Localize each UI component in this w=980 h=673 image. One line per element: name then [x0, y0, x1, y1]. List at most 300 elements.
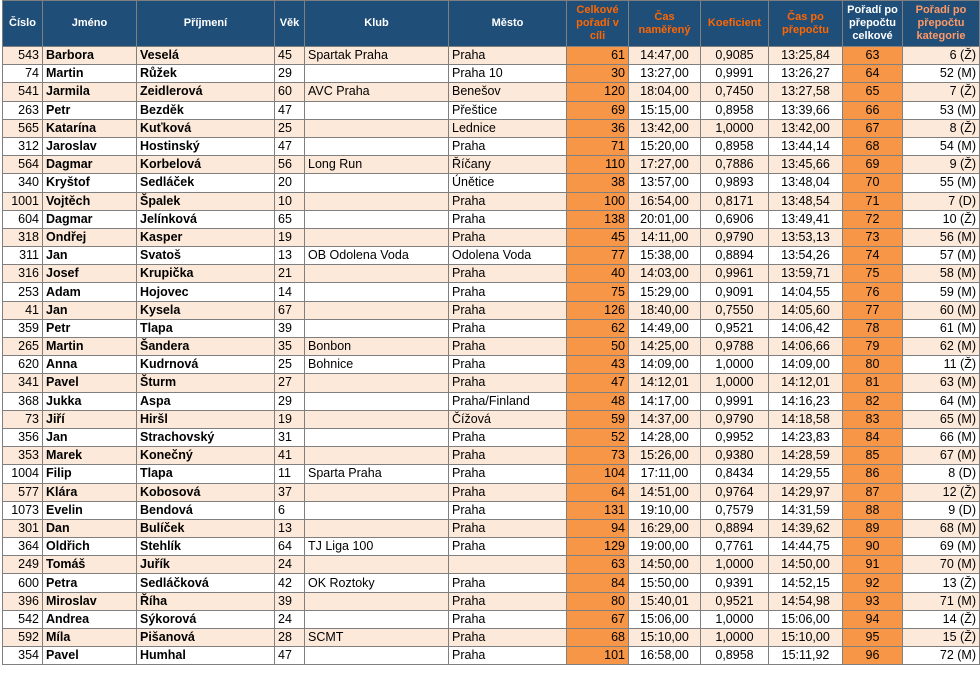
cell-jmeno: Petra — [43, 574, 137, 592]
cell-poradi-kategorie: 9 (Ž) — [903, 156, 980, 174]
cell-cas-po-prepoctu: 13:42,00 — [769, 119, 843, 137]
cell-mesto: Praha — [449, 428, 567, 446]
cell-mesto: Praha — [449, 447, 567, 465]
cell-celkove-poradi: 30 — [567, 65, 629, 83]
cell-prijmeni: Hojovec — [137, 283, 275, 301]
cell-vek: 25 — [275, 119, 305, 137]
cell-vek: 6 — [275, 501, 305, 519]
col-header-cas-po-prepoctu: Čas po přepočtu — [769, 1, 843, 47]
cell-celkove-poradi: 120 — [567, 83, 629, 101]
cell-poradi-kategorie: 72 (M) — [903, 647, 980, 665]
cell-jmeno: Jukka — [43, 392, 137, 410]
col-header-koeficient: Koeficient — [701, 1, 769, 47]
cell-poradi-celkove: 65 — [843, 83, 903, 101]
table-row — [3, 47, 980, 65]
col-header-prijmeni: Příjmení — [137, 1, 275, 47]
cell-vek: 37 — [275, 483, 305, 501]
cell-poradi-celkove: 94 — [843, 610, 903, 628]
cell-vek: 45 — [275, 47, 305, 65]
cell-celkove-poradi: 94 — [567, 519, 629, 537]
cell-celkove-poradi: 52 — [567, 428, 629, 446]
cell-cas-namereny: 18:04,00 — [629, 83, 701, 101]
cell-poradi-kategorie: 58 (M) — [903, 265, 980, 283]
cell-koeficient: 0,7886 — [701, 156, 769, 174]
cell-jmeno: Miroslav — [43, 592, 137, 610]
cell-poradi-celkove: 92 — [843, 574, 903, 592]
cell-cas-namereny: 14:51,00 — [629, 483, 701, 501]
table-row — [3, 137, 980, 155]
table-row — [3, 592, 980, 610]
cell-klub — [305, 556, 449, 574]
cell-koeficient: 0,9521 — [701, 592, 769, 610]
cell-cas-namereny: 15:15,00 — [629, 101, 701, 119]
cell-prijmeni: Šturm — [137, 374, 275, 392]
cell-poradi-kategorie: 52 (M) — [903, 65, 980, 83]
table-row — [3, 574, 980, 592]
cell-klub: Long Run — [305, 156, 449, 174]
cell-cislo: 354 — [3, 647, 43, 665]
cell-cislo: 565 — [3, 119, 43, 137]
cell-prijmeni: Hiršl — [137, 410, 275, 428]
cell-celkove-poradi: 59 — [567, 410, 629, 428]
cell-vek: 29 — [275, 392, 305, 410]
cell-celkove-poradi: 69 — [567, 101, 629, 119]
cell-cas-po-prepoctu: 13:26,27 — [769, 65, 843, 83]
cell-cas-po-prepoctu: 13:49,41 — [769, 210, 843, 228]
cell-cas-namereny: 19:10,00 — [629, 501, 701, 519]
cell-poradi-celkove: 76 — [843, 283, 903, 301]
cell-mesto: Odolena Voda — [449, 247, 567, 265]
cell-celkove-poradi: 45 — [567, 228, 629, 246]
cell-cislo: 396 — [3, 592, 43, 610]
cell-poradi-celkove: 67 — [843, 119, 903, 137]
cell-celkove-poradi: 43 — [567, 356, 629, 374]
cell-mesto: Praha — [449, 338, 567, 356]
col-header-jmeno: Jméno — [43, 1, 137, 47]
cell-jmeno: Barbora — [43, 47, 137, 65]
cell-klub — [305, 137, 449, 155]
cell-poradi-kategorie: 63 (M) — [903, 374, 980, 392]
cell-koeficient: 0,9521 — [701, 319, 769, 337]
cell-cas-namereny: 16:29,00 — [629, 519, 701, 537]
cell-koeficient: 0,9091 — [701, 283, 769, 301]
cell-cas-namereny: 14:37,00 — [629, 410, 701, 428]
cell-poradi-celkove: 70 — [843, 174, 903, 192]
col-header-vek: Věk — [275, 1, 305, 47]
cell-klub: OK Roztoky — [305, 574, 449, 592]
cell-cas-po-prepoctu: 13:48,54 — [769, 192, 843, 210]
col-header-mesto: Město — [449, 1, 567, 47]
cell-poradi-celkove: 68 — [843, 137, 903, 155]
cell-cas-namereny: 15:29,00 — [629, 283, 701, 301]
cell-cislo: 341 — [3, 374, 43, 392]
cell-poradi-celkove: 79 — [843, 338, 903, 356]
cell-poradi-celkove: 83 — [843, 410, 903, 428]
col-header-poradi-kategorie: Pořadí po přepočtu kategorie — [903, 1, 980, 47]
cell-koeficient: 0,9380 — [701, 447, 769, 465]
cell-poradi-celkove: 82 — [843, 392, 903, 410]
cell-poradi-kategorie: 65 (M) — [903, 410, 980, 428]
cell-prijmeni: Sedláčková — [137, 574, 275, 592]
cell-klub: Bohnice — [305, 356, 449, 374]
cell-poradi-celkove: 73 — [843, 228, 903, 246]
cell-mesto: Praha — [449, 501, 567, 519]
cell-cislo: 312 — [3, 137, 43, 155]
cell-vek: 14 — [275, 283, 305, 301]
cell-mesto: Říčany — [449, 156, 567, 174]
cell-jmeno: Petr — [43, 319, 137, 337]
cell-cislo: 41 — [3, 301, 43, 319]
cell-poradi-kategorie: 69 (M) — [903, 538, 980, 556]
cell-poradi-kategorie: 10 (Ž) — [903, 210, 980, 228]
cell-jmeno: Pavel — [43, 647, 137, 665]
table-row — [3, 174, 980, 192]
cell-jmeno: Jarmila — [43, 83, 137, 101]
cell-klub: Bonbon — [305, 338, 449, 356]
cell-poradi-kategorie: 8 (Ž) — [903, 119, 980, 137]
cell-vek: 24 — [275, 610, 305, 628]
cell-celkove-poradi: 67 — [567, 610, 629, 628]
cell-mesto: Praha — [449, 356, 567, 374]
cell-celkove-poradi: 63 — [567, 556, 629, 574]
cell-koeficient: 0,9991 — [701, 392, 769, 410]
cell-cislo: 301 — [3, 519, 43, 537]
cell-poradi-celkove: 71 — [843, 192, 903, 210]
cell-jmeno: Jan — [43, 247, 137, 265]
cell-cas-namereny: 15:06,00 — [629, 610, 701, 628]
cell-klub — [305, 283, 449, 301]
cell-cislo: 356 — [3, 428, 43, 446]
table-row — [3, 610, 980, 628]
cell-koeficient: 0,9893 — [701, 174, 769, 192]
col-header-cas-namereny: Čas naměřený — [629, 1, 701, 47]
table-row — [3, 247, 980, 265]
cell-poradi-celkove: 91 — [843, 556, 903, 574]
cell-koeficient: 0,8958 — [701, 137, 769, 155]
cell-cas-po-prepoctu: 13:27,58 — [769, 83, 843, 101]
cell-celkove-poradi: 110 — [567, 156, 629, 174]
cell-celkove-poradi: 101 — [567, 647, 629, 665]
cell-poradi-celkove: 74 — [843, 247, 903, 265]
cell-poradi-celkove: 81 — [843, 374, 903, 392]
cell-klub — [305, 483, 449, 501]
cell-cas-namereny: 13:57,00 — [629, 174, 701, 192]
cell-mesto: Praha — [449, 192, 567, 210]
cell-koeficient: 0,8434 — [701, 465, 769, 483]
cell-cas-po-prepoctu: 13:53,13 — [769, 228, 843, 246]
cell-cas-po-prepoctu: 14:39,62 — [769, 519, 843, 537]
cell-poradi-celkove: 63 — [843, 47, 903, 65]
cell-poradi-kategorie: 70 (M) — [903, 556, 980, 574]
cell-jmeno: Dagmar — [43, 156, 137, 174]
cell-celkove-poradi: 64 — [567, 483, 629, 501]
cell-cas-namereny: 18:40,00 — [629, 301, 701, 319]
cell-koeficient: 0,8958 — [701, 101, 769, 119]
table-row — [3, 483, 980, 501]
cell-cas-namereny: 19:00,00 — [629, 538, 701, 556]
cell-cas-po-prepoctu: 14:31,59 — [769, 501, 843, 519]
cell-cas-po-prepoctu: 14:06,42 — [769, 319, 843, 337]
cell-koeficient: 1,0000 — [701, 610, 769, 628]
cell-poradi-kategorie: 54 (M) — [903, 137, 980, 155]
table-row — [3, 301, 980, 319]
cell-celkove-poradi: 38 — [567, 174, 629, 192]
cell-klub: Sparta Praha — [305, 465, 449, 483]
cell-poradi-celkove: 96 — [843, 647, 903, 665]
cell-vek: 11 — [275, 465, 305, 483]
cell-cas-namereny: 14:17,00 — [629, 392, 701, 410]
cell-klub — [305, 501, 449, 519]
cell-mesto: Praha — [449, 647, 567, 665]
cell-mesto: Praha 10 — [449, 65, 567, 83]
cell-poradi-celkove: 93 — [843, 592, 903, 610]
cell-poradi-celkove: 78 — [843, 319, 903, 337]
cell-celkove-poradi: 129 — [567, 538, 629, 556]
cell-jmeno: Dagmar — [43, 210, 137, 228]
cell-koeficient: 0,9991 — [701, 65, 769, 83]
cell-vek: 29 — [275, 65, 305, 83]
cell-celkove-poradi: 61 — [567, 47, 629, 65]
cell-koeficient: 0,9790 — [701, 228, 769, 246]
cell-cas-namereny: 17:11,00 — [629, 465, 701, 483]
cell-klub — [305, 647, 449, 665]
cell-celkove-poradi: 40 — [567, 265, 629, 283]
cell-poradi-celkove: 89 — [843, 519, 903, 537]
cell-prijmeni: Bulíček — [137, 519, 275, 537]
cell-koeficient: 0,7579 — [701, 501, 769, 519]
cell-prijmeni: Říha — [137, 592, 275, 610]
col-header-poradi-celkove: Pořadí po přepočtu celkové — [843, 1, 903, 47]
cell-mesto: Praha — [449, 137, 567, 155]
table-row — [3, 119, 980, 137]
cell-cas-po-prepoctu: 15:10,00 — [769, 629, 843, 647]
cell-klub — [305, 319, 449, 337]
cell-jmeno: Kryštof — [43, 174, 137, 192]
cell-jmeno: Martin — [43, 338, 137, 356]
cell-cislo: 249 — [3, 556, 43, 574]
cell-poradi-celkove: 75 — [843, 265, 903, 283]
cell-klub — [305, 410, 449, 428]
cell-cas-po-prepoctu: 14:18,58 — [769, 410, 843, 428]
cell-cas-po-prepoctu: 13:45,66 — [769, 156, 843, 174]
cell-klub: AVC Praha — [305, 83, 449, 101]
cell-klub — [305, 174, 449, 192]
table-row — [3, 410, 980, 428]
cell-cas-namereny: 14:09,00 — [629, 356, 701, 374]
cell-vek: 64 — [275, 538, 305, 556]
cell-vek: 25 — [275, 356, 305, 374]
cell-celkove-poradi: 80 — [567, 592, 629, 610]
cell-koeficient: 0,9085 — [701, 47, 769, 65]
cell-prijmeni: Jelínková — [137, 210, 275, 228]
cell-koeficient: 1,0000 — [701, 556, 769, 574]
cell-vek: 28 — [275, 629, 305, 647]
cell-klub — [305, 210, 449, 228]
cell-koeficient: 0,9961 — [701, 265, 769, 283]
cell-prijmeni: Krupička — [137, 265, 275, 283]
cell-prijmeni: Konečný — [137, 447, 275, 465]
cell-cislo: 541 — [3, 83, 43, 101]
cell-mesto: Praha — [449, 574, 567, 592]
cell-prijmeni: Tlapa — [137, 465, 275, 483]
cell-klub — [305, 265, 449, 283]
cell-poradi-kategorie: 66 (M) — [903, 428, 980, 446]
table-row — [3, 265, 980, 283]
cell-vek: 47 — [275, 137, 305, 155]
cell-poradi-kategorie: 11 (Ž) — [903, 356, 980, 374]
cell-vek: 10 — [275, 192, 305, 210]
table-row — [3, 519, 980, 537]
table-row — [3, 556, 980, 574]
cell-vek: 65 — [275, 210, 305, 228]
cell-cislo: 265 — [3, 338, 43, 356]
cell-mesto: Praha — [449, 319, 567, 337]
cell-cas-namereny: 14:49,00 — [629, 319, 701, 337]
cell-cas-namereny: 17:27,00 — [629, 156, 701, 174]
cell-poradi-kategorie: 68 (M) — [903, 519, 980, 537]
cell-klub — [305, 301, 449, 319]
cell-cas-namereny: 15:10,00 — [629, 629, 701, 647]
cell-prijmeni: Sýkorová — [137, 610, 275, 628]
cell-mesto: Praha — [449, 592, 567, 610]
cell-prijmeni: Hostinský — [137, 137, 275, 155]
table-row — [3, 428, 980, 446]
cell-cislo: 1004 — [3, 465, 43, 483]
cell-cislo: 359 — [3, 319, 43, 337]
cell-jmeno: Vojtěch — [43, 192, 137, 210]
cell-cislo: 1073 — [3, 501, 43, 519]
cell-prijmeni: Pišanová — [137, 629, 275, 647]
cell-cislo: 368 — [3, 392, 43, 410]
cell-poradi-kategorie: 56 (M) — [903, 228, 980, 246]
table-row — [3, 447, 980, 465]
cell-klub — [305, 447, 449, 465]
cell-celkove-poradi: 50 — [567, 338, 629, 356]
cell-prijmeni: Kuťková — [137, 119, 275, 137]
cell-poradi-celkove: 86 — [843, 465, 903, 483]
cell-cas-namereny: 13:27,00 — [629, 65, 701, 83]
cell-poradi-celkove: 66 — [843, 101, 903, 119]
cell-cas-namereny: 15:40,01 — [629, 592, 701, 610]
cell-vek: 67 — [275, 301, 305, 319]
cell-jmeno: Anna — [43, 356, 137, 374]
cell-mesto: Praha — [449, 47, 567, 65]
cell-mesto: Praha/Finland — [449, 392, 567, 410]
results-table — [2, 0, 980, 665]
cell-koeficient: 0,7761 — [701, 538, 769, 556]
cell-celkove-poradi: 131 — [567, 501, 629, 519]
cell-klub: Spartak Praha — [305, 47, 449, 65]
cell-koeficient: 0,8894 — [701, 247, 769, 265]
cell-cislo: 311 — [3, 247, 43, 265]
cell-prijmeni: Humhal — [137, 647, 275, 665]
cell-cas-po-prepoctu: 13:39,66 — [769, 101, 843, 119]
cell-poradi-kategorie: 55 (M) — [903, 174, 980, 192]
cell-cislo: 263 — [3, 101, 43, 119]
cell-mesto: Praha — [449, 465, 567, 483]
cell-celkove-poradi: 47 — [567, 374, 629, 392]
cell-cislo: 604 — [3, 210, 43, 228]
cell-poradi-kategorie: 12 (Ž) — [903, 483, 980, 501]
cell-cas-po-prepoctu: 14:09,00 — [769, 356, 843, 374]
cell-prijmeni: Aspa — [137, 392, 275, 410]
cell-cas-po-prepoctu: 14:16,23 — [769, 392, 843, 410]
cell-vek: 19 — [275, 228, 305, 246]
cell-cas-namereny: 14:12,01 — [629, 374, 701, 392]
cell-jmeno: Jiří — [43, 410, 137, 428]
cell-vek: 27 — [275, 374, 305, 392]
cell-vek: 47 — [275, 647, 305, 665]
cell-vek: 41 — [275, 447, 305, 465]
cell-cas-po-prepoctu: 14:12,01 — [769, 374, 843, 392]
cell-poradi-celkove: 72 — [843, 210, 903, 228]
cell-prijmeni: Stehlík — [137, 538, 275, 556]
cell-cislo: 353 — [3, 447, 43, 465]
cell-vek: 13 — [275, 519, 305, 537]
cell-cas-po-prepoctu: 13:54,26 — [769, 247, 843, 265]
cell-cislo: 318 — [3, 228, 43, 246]
cell-vek: 60 — [275, 83, 305, 101]
cell-klub: OB Odolena Voda — [305, 247, 449, 265]
cell-jmeno: Adam — [43, 283, 137, 301]
cell-cislo: 1001 — [3, 192, 43, 210]
cell-koeficient: 0,9788 — [701, 338, 769, 356]
cell-koeficient: 0,9391 — [701, 574, 769, 592]
cell-prijmeni: Juřík — [137, 556, 275, 574]
cell-koeficient: 0,8171 — [701, 192, 769, 210]
cell-cas-namereny: 16:54,00 — [629, 192, 701, 210]
cell-jmeno: Míla — [43, 629, 137, 647]
table-row — [3, 65, 980, 83]
cell-prijmeni: Zeidlerová — [137, 83, 275, 101]
cell-celkove-poradi: 36 — [567, 119, 629, 137]
cell-klub — [305, 428, 449, 446]
cell-mesto: Praha — [449, 210, 567, 228]
table-row — [3, 101, 980, 119]
cell-poradi-kategorie: 8 (D) — [903, 465, 980, 483]
cell-poradi-kategorie: 59 (M) — [903, 283, 980, 301]
cell-cas-namereny: 14:50,00 — [629, 556, 701, 574]
cell-celkove-poradi: 73 — [567, 447, 629, 465]
cell-celkove-poradi: 75 — [567, 283, 629, 301]
cell-cas-po-prepoctu: 14:29,55 — [769, 465, 843, 483]
cell-cas-po-prepoctu: 15:11,92 — [769, 647, 843, 665]
cell-poradi-kategorie: 61 (M) — [903, 319, 980, 337]
cell-vek: 21 — [275, 265, 305, 283]
cell-prijmeni: Růžek — [137, 65, 275, 83]
cell-poradi-kategorie: 14 (Ž) — [903, 610, 980, 628]
cell-cislo: 74 — [3, 65, 43, 83]
cell-klub — [305, 192, 449, 210]
cell-mesto: Praha — [449, 283, 567, 301]
cell-jmeno: Josef — [43, 265, 137, 283]
cell-celkove-poradi: 100 — [567, 192, 629, 210]
cell-klub — [305, 65, 449, 83]
cell-cas-namereny: 14:28,00 — [629, 428, 701, 446]
cell-cas-po-prepoctu: 14:54,98 — [769, 592, 843, 610]
cell-jmeno: Ondřej — [43, 228, 137, 246]
cell-prijmeni: Kasper — [137, 228, 275, 246]
table-row — [3, 647, 980, 665]
cell-poradi-celkove: 85 — [843, 447, 903, 465]
cell-vek: 56 — [275, 156, 305, 174]
cell-mesto: Přeštice — [449, 101, 567, 119]
cell-cas-po-prepoctu: 14:44,75 — [769, 538, 843, 556]
cell-cas-po-prepoctu: 14:05,60 — [769, 301, 843, 319]
cell-poradi-celkove: 90 — [843, 538, 903, 556]
cell-prijmeni: Kudrnová — [137, 356, 275, 374]
cell-cas-po-prepoctu: 14:06,66 — [769, 338, 843, 356]
